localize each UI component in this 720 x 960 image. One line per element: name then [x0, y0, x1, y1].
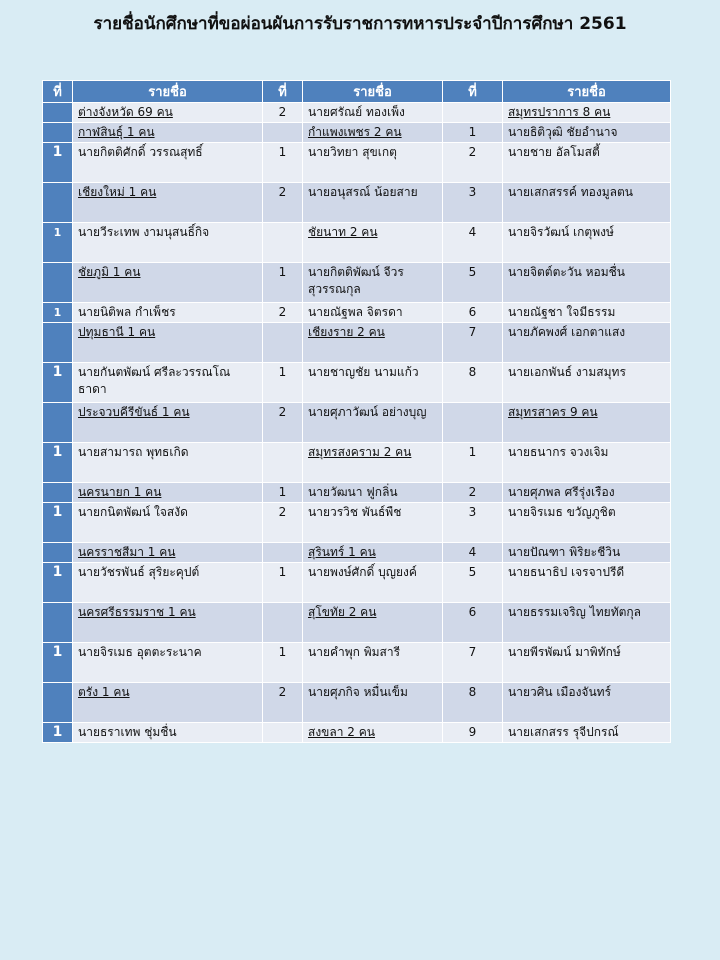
order-number-cell — [43, 183, 73, 223]
province-heading-cell: สมุทรปราการ 8 คน — [503, 103, 671, 123]
order-number-cell: 5 — [443, 563, 503, 603]
name-cell: นายณัฐชา ใจมีธรรม — [503, 303, 671, 323]
name-cell: นายคำพุก พิมสารี — [303, 643, 443, 683]
name-cell: นายศุภพล ศรีรุ่งเรือง — [503, 483, 671, 503]
table-row — [43, 723, 671, 743]
table-row — [43, 103, 671, 123]
name-cell: นายเสกสรรค์ ทองมูลตน — [503, 183, 671, 223]
province-heading-cell: เชียงใหม่ 1 คน — [73, 183, 263, 223]
table-header-row — [43, 81, 671, 103]
name-cell: นายจิรเมธ อุตตะระนาค — [73, 643, 263, 683]
name-cell: นายเอกพันธ์ งามสมุทร — [503, 363, 671, 403]
province-heading-cell: ต่างจังหวัด 69 คน — [73, 103, 263, 123]
table-row — [43, 543, 671, 563]
order-number-cell: 2 — [443, 143, 503, 183]
student-deferment-table — [42, 80, 671, 743]
table-row — [43, 363, 671, 403]
page-title: รายชื่อนักศึกษาที่ขอผ่อนผันการรับราชการทหารประจำปีการศึกษา 2561 — [93, 14, 627, 34]
order-number-cell: 2 — [263, 503, 303, 543]
order-number-cell: 7 — [443, 643, 503, 683]
order-number-cell: 1 — [43, 563, 73, 603]
table-row — [43, 563, 671, 603]
name-cell: นายกันตพัฒน์ ศรีละวรรณโณธาดา — [73, 363, 263, 403]
order-number-cell: 2 — [263, 683, 303, 723]
table-row — [43, 603, 671, 643]
name-cell: นายกนิตพัฒน์ ใจสงัด — [73, 503, 263, 543]
order-number-cell: 1 — [43, 443, 73, 483]
province-heading-cell: สมุทรสาคร 9 คน — [503, 403, 671, 443]
order-number-cell: 1 — [43, 643, 73, 683]
province-heading-cell: ประจวบคีรีขันธ์ 1 คน — [73, 403, 263, 443]
table-row — [43, 223, 671, 263]
order-number-cell — [443, 103, 503, 123]
province-heading-cell: สุรินทร์ 1 คน — [303, 543, 443, 563]
column-header: ที่ — [263, 81, 303, 103]
order-number-cell — [43, 123, 73, 143]
table-row — [43, 403, 671, 443]
name-cell: นายวีระเทพ งามนุสนธิ์กิจ — [73, 223, 263, 263]
name-cell: นายวรวิช พันธ์พืช — [303, 503, 443, 543]
province-heading-cell: สมุทรสงคราม 2 คน — [303, 443, 443, 483]
province-heading-cell: สงขลา 2 คน — [303, 723, 443, 743]
order-number-cell: 3 — [443, 183, 503, 223]
name-cell: นายจิรเมธ ขวัญภูชิต — [503, 503, 671, 543]
order-number-cell: 1 — [263, 643, 303, 683]
name-cell: นายธราเทพ ชุ่มชื่น — [73, 723, 263, 743]
column-header: รายชื่อ — [73, 81, 263, 103]
name-cell: นายภัคพงศ์ เอกตาแสง — [503, 323, 671, 363]
name-cell: นายอนุสรณ์ น้อยสาย — [303, 183, 443, 223]
order-number-cell: 4 — [443, 223, 503, 263]
table-row — [43, 123, 671, 143]
table-row — [43, 683, 671, 723]
table-row — [43, 143, 671, 183]
order-number-cell — [263, 543, 303, 563]
name-cell: นายกิตติศักดิ์ วรรณสุทธิ์ — [73, 143, 263, 183]
province-heading-cell: นครศรีธรรมราช 1 คน — [73, 603, 263, 643]
order-number-cell — [263, 603, 303, 643]
name-cell: นายนิติพล กำเพ็ชร — [73, 303, 263, 323]
name-cell: นายณัฐพล จิตรดา — [303, 303, 443, 323]
order-number-cell: 2 — [443, 483, 503, 503]
name-cell: นายวัชรพันธ์ สุริยะคุปต์ — [73, 563, 263, 603]
name-cell: นายกิตติพัฒน์ จีวรสุวรรณกุล — [303, 263, 443, 303]
order-number-cell — [43, 483, 73, 503]
order-number-cell — [43, 263, 73, 303]
column-header: รายชื่อ — [503, 81, 671, 103]
name-cell: นายศุภกิจ หมื่นเข็ม — [303, 683, 443, 723]
column-header: ที่ — [443, 81, 503, 103]
table-row — [43, 443, 671, 483]
table-row — [43, 643, 671, 683]
name-cell: นายชาย อัลโมสตี้ — [503, 143, 671, 183]
name-cell: นายจิตต์ตะวัน หอมชื่น — [503, 263, 671, 303]
order-number-cell: 1 — [263, 483, 303, 503]
order-number-cell: 1 — [43, 503, 73, 543]
order-number-cell: 1 — [263, 363, 303, 403]
order-number-cell: 1 — [43, 223, 73, 263]
name-cell: นายธนากร จวงเจิม — [503, 443, 671, 483]
province-heading-cell: นครราชสีมา 1 คน — [73, 543, 263, 563]
order-number-cell: 4 — [443, 543, 503, 563]
column-header: ที่ — [43, 81, 73, 103]
name-cell: นายปัณฑา พิริยะชีวิน — [503, 543, 671, 563]
order-number-cell: 6 — [443, 603, 503, 643]
order-number-cell: 3 — [443, 503, 503, 543]
order-number-cell: 7 — [443, 323, 503, 363]
order-number-cell — [263, 443, 303, 483]
order-number-cell — [43, 403, 73, 443]
province-heading-cell: กาฬสินธุ์ 1 คน — [73, 123, 263, 143]
order-number-cell: 6 — [443, 303, 503, 323]
order-number-cell — [43, 103, 73, 123]
order-number-cell: 1 — [43, 363, 73, 403]
order-number-cell: 5 — [443, 263, 503, 303]
name-cell: นายวศิน เมืองจันทร์ — [503, 683, 671, 723]
order-number-cell: 1 — [443, 443, 503, 483]
province-heading-cell: สุโขทัย 2 คน — [303, 603, 443, 643]
table-row — [43, 323, 671, 363]
order-number-cell — [43, 683, 73, 723]
order-number-cell — [443, 403, 503, 443]
order-number-cell: 9 — [443, 723, 503, 743]
name-cell: นายชาญชัย นามแก้ว — [303, 363, 443, 403]
column-header: รายชื่อ — [303, 81, 443, 103]
province-heading-cell: ชัยภูมิ 1 คน — [73, 263, 263, 303]
order-number-cell: 1 — [43, 723, 73, 743]
order-number-cell — [263, 123, 303, 143]
province-heading-cell: นครนายก 1 คน — [73, 483, 263, 503]
name-cell: นายธนาธิป เจรจาปรีดี — [503, 563, 671, 603]
table-row — [43, 503, 671, 543]
order-number-cell: 8 — [443, 363, 503, 403]
table-row — [43, 303, 671, 323]
order-number-cell: 2 — [263, 403, 303, 443]
name-cell: นายศรัณย์ ทองเพ็ง — [303, 103, 443, 123]
order-number-cell: 1 — [43, 303, 73, 323]
table-row — [43, 483, 671, 503]
province-heading-cell: กำแพงเพชร 2 คน — [303, 123, 443, 143]
name-cell: นายวิทยา สุขเกตุ — [303, 143, 443, 183]
order-number-cell: 1 — [443, 123, 503, 143]
name-cell: นายเสกสรร รุจีปกรณ์ — [503, 723, 671, 743]
name-cell: นายวัฒนา ฟูกลิ่น — [303, 483, 443, 503]
name-cell: นายจิรวัฒน์ เกตุพงษ์ — [503, 223, 671, 263]
table-row — [43, 263, 671, 303]
order-number-cell — [43, 323, 73, 363]
province-heading-cell: ปทุมธานี 1 คน — [73, 323, 263, 363]
order-number-cell: 1 — [263, 263, 303, 303]
order-number-cell: 2 — [263, 303, 303, 323]
name-cell: นายสามารถ พุทธเกิด — [73, 443, 263, 483]
order-number-cell: 1 — [263, 143, 303, 183]
province-heading-cell: ตรัง 1 คน — [73, 683, 263, 723]
name-cell: นายพงษ์ศักดิ์ บุญยงค์ — [303, 563, 443, 603]
order-number-cell — [263, 223, 303, 263]
order-number-cell — [43, 603, 73, 643]
order-number-cell: 1 — [263, 563, 303, 603]
province-heading-cell: เชียงราย 2 คน — [303, 323, 443, 363]
order-number-cell: 8 — [443, 683, 503, 723]
order-number-cell: 2 — [263, 103, 303, 123]
order-number-cell — [263, 723, 303, 743]
table-row — [43, 183, 671, 223]
table-body — [43, 103, 671, 743]
order-number-cell: 1 — [43, 143, 73, 183]
name-cell: นายธรรมเจริญ ไทยทัตกุล — [503, 603, 671, 643]
order-number-cell: 2 — [263, 183, 303, 223]
name-cell: นายพีรพัฒน์ มาพิทักษ์ — [503, 643, 671, 683]
name-cell: นายศุภาวัฒน์ อย่างบุญ — [303, 403, 443, 443]
province-heading-cell: ชัยนาท 2 คน — [303, 223, 443, 263]
order-number-cell — [43, 543, 73, 563]
order-number-cell — [263, 323, 303, 363]
name-cell: นายธิติวุฒิ ชัยอำนาจ — [503, 123, 671, 143]
